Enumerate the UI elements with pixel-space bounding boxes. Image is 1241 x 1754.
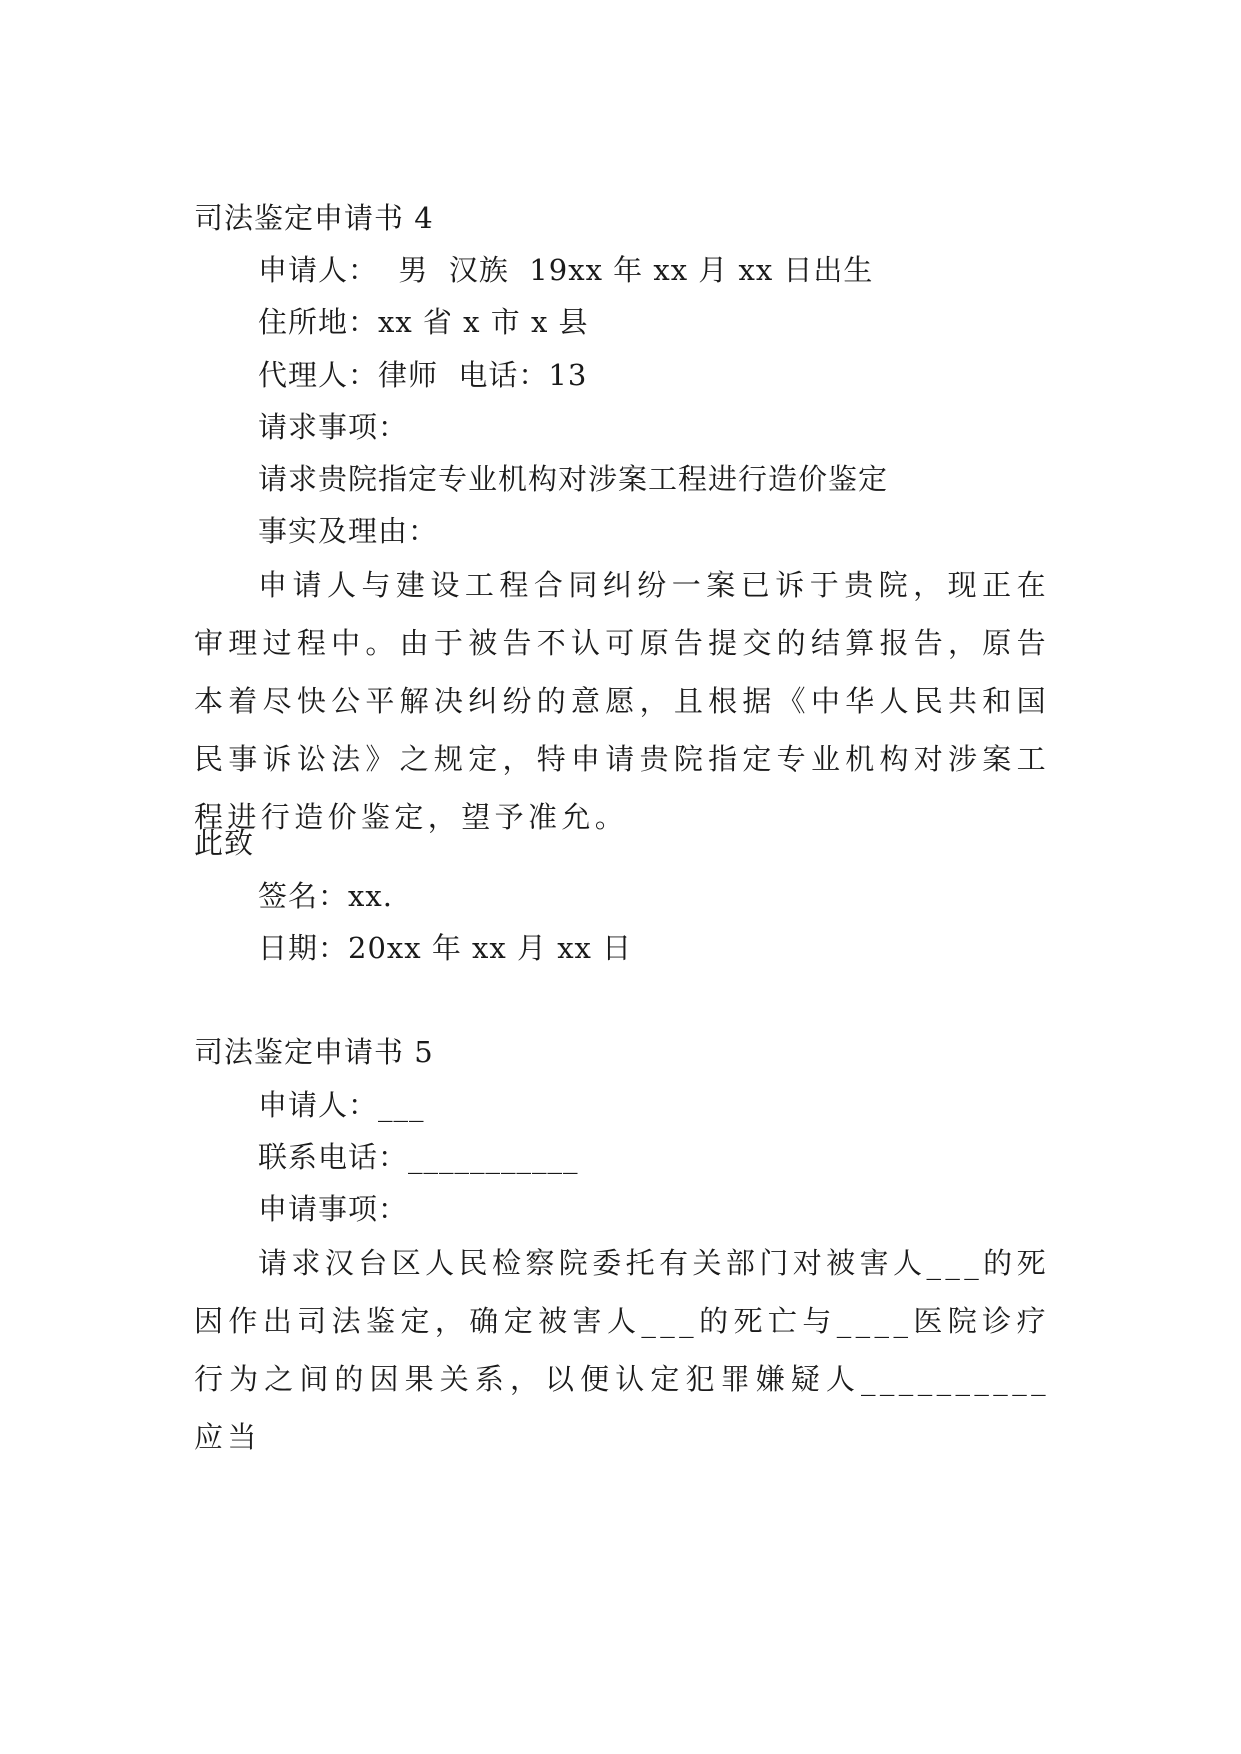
doc4-signature: 签名：xx. bbox=[258, 879, 393, 913]
doc4-closing: 此致 bbox=[194, 826, 255, 860]
doc4-request-heading: 请求事项： bbox=[258, 410, 409, 444]
doc5-request-heading: 申请事项： bbox=[258, 1192, 409, 1226]
doc4-title: 司法鉴定申请书 4 bbox=[194, 201, 434, 235]
doc4-agent: 代理人：律师 电话：13 bbox=[258, 358, 588, 392]
doc4-date: 日期：20xx 年 xx 月 xx 日 bbox=[258, 931, 633, 965]
doc5-phone: 联系电话：___________ bbox=[258, 1140, 579, 1174]
doc4-request-body: 请求贵院指定专业机构对涉案工程进行造价鉴定 bbox=[258, 462, 889, 496]
doc5-applicant: 申请人：___ bbox=[258, 1088, 425, 1122]
doc4-applicant: 申请人： 男 汉族 19xx 年 xx 月 xx 日出生 bbox=[258, 253, 874, 287]
doc5-request-body: 请求汉台区人民检察院委托有关部门对被害人___的死因作出司法鉴定，确定被害人___的死亡与____医院诊疗行为之间的因果关系，以便认定犯罪嫌疑人__________应当 bbox=[194, 1246, 1050, 1454]
doc4-facts-heading: 事实及理由： bbox=[258, 514, 439, 548]
doc5-title: 司法鉴定申请书 5 bbox=[194, 1035, 434, 1069]
doc4-address: 住所地：xx 省 x 市 x 县 bbox=[258, 305, 589, 339]
doc4-facts-body: 申请人与建设工程合同纠纷一案已诉于贵院，现正在审理过程中。由于被告不认可原告提交的结算报告，原告本着尽快公平解决纠纷的意愿，且根据《中华人民共和国民事诉讼法》之规定，特申请贵院指定专业机构对涉案工程进行造价鉴定，望予准允。 bbox=[194, 568, 1050, 834]
